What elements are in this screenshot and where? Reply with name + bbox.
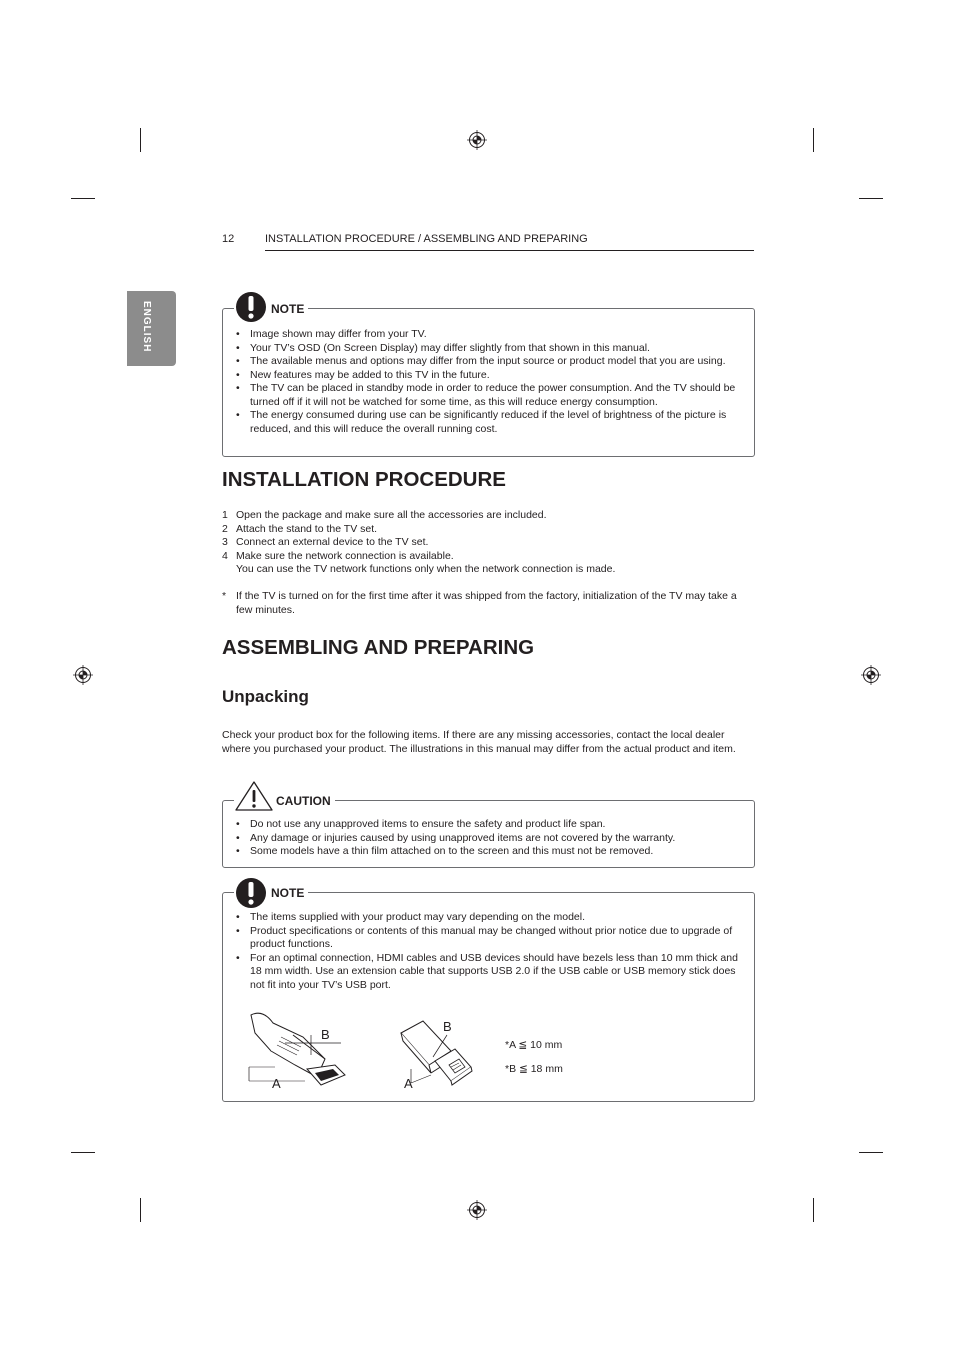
note-exclamation-icon (234, 876, 270, 910)
step-number: 1 (222, 509, 228, 521)
list-item: • For an optimal connection, HDMI cables and USB devices should have bezels less than 10 mm thick and 18 mm width. Use an extension cable that supports USB 2.0 if the USB cable or USB memory stick does not fit into your TV’s USB port. (236, 952, 742, 993)
language-tab (127, 291, 176, 366)
step-text: Open the package and make sure all the accessories are included. (236, 509, 547, 521)
footnote-item (222, 590, 752, 617)
note-label: NOTE (267, 886, 308, 900)
step-number: 3 (222, 536, 228, 548)
crop-mark (71, 1152, 95, 1153)
running-header: INSTALLATION PROCEDURE / ASSEMBLING AND PREPARING (265, 233, 588, 245)
footnote-text: If the TV is turned on for the first time after it was shipped from the factory, initialization of the TV may take a few minutes. (236, 590, 737, 616)
list-item: • The items supplied with your product may vary depending on the model. (236, 911, 742, 925)
dimension-spec-a: *A ≦ 10 mm (505, 1039, 563, 1051)
note-box (222, 892, 755, 1102)
registration-mark-icon (467, 1200, 487, 1220)
list-item: • Do not use any unapproved items to ensure the safety and product life span. (236, 818, 742, 832)
crop-mark (813, 128, 814, 152)
registration-mark-icon (73, 665, 93, 685)
registration-mark-icon (467, 130, 487, 150)
crop-mark (859, 198, 883, 199)
list-item: • Product specifications or contents of this manual may be changed without prior notice due to upgrade of product functions. (236, 925, 742, 952)
step-subtext: You can use the TV network functions only when the network connection is made. (236, 563, 616, 575)
list-item: • New features may be added to this TV in the future. (236, 369, 742, 383)
page-number: 12 (222, 233, 235, 245)
crop-mark (813, 1198, 814, 1222)
step-text: Attach the stand to the TV set. (236, 522, 378, 535)
subsection-title-unpacking: Unpacking (222, 687, 309, 706)
unpacking-intro: Check your product box for the following items. If there are any missing accessories, contact the local dealer where you purchased your product. The illustrations in this manual may differ from the actual product and item. (222, 729, 736, 755)
header-rule (265, 250, 754, 251)
list-item: • Your TV’s OSD (On Screen Display) may differ slightly from that shown in this manual. (236, 342, 742, 356)
dimension-label-b: B (443, 1019, 452, 1034)
list-item: • Some models have a thin film attached on to the screen and this must not be removed. (236, 845, 742, 859)
list-item (222, 536, 752, 550)
list-item: • The energy consumed during use can be significantly reduced if the level of brightness of the picture is reduced, and this will reduce the overall running cost. (236, 409, 742, 436)
registration-mark-icon (861, 665, 881, 685)
note-box (222, 308, 755, 457)
installation-steps (222, 509, 752, 577)
dimension-label-a: A (404, 1076, 413, 1091)
installation-footnote (222, 590, 752, 617)
note-list (236, 328, 742, 436)
list-item: • The TV can be placed in standby mode in order to reduce the power consumption. And the TV should be turned off if it will not be watched for some time, as this will reduce energy consumption. (236, 382, 742, 409)
caution-label: CAUTION (272, 794, 335, 808)
dimension-label-b: B (321, 1027, 330, 1042)
list-item (222, 509, 752, 523)
caution-list (236, 818, 742, 859)
crop-mark (140, 1198, 141, 1222)
crop-mark (71, 198, 95, 199)
step-text: Make sure the network connection is available. (236, 549, 454, 562)
hdmi-cable-illustration (245, 1007, 363, 1093)
list-item (222, 550, 752, 577)
section-title-installation: INSTALLATION PROCEDURE (222, 468, 506, 491)
language-tab-label: ENGLISH (141, 301, 152, 353)
list-item (222, 523, 752, 537)
caution-box (222, 800, 755, 868)
crop-mark (859, 1152, 883, 1153)
dimension-spec-b: *B ≦ 18 mm (505, 1063, 563, 1075)
caution-triangle-icon (234, 780, 274, 812)
step-number: 4 (222, 549, 228, 562)
note-list (236, 911, 742, 992)
footnote-mark: * (222, 590, 227, 602)
section-title-assembling: ASSEMBLING AND PREPARING (222, 636, 535, 659)
list-item: • Image shown may differ from your TV. (236, 328, 742, 342)
dimension-label-a: A (272, 1076, 281, 1091)
list-item: • Any damage or injuries caused by using unapproved items are not covered by the warranty. (236, 832, 742, 846)
step-number: 2 (222, 522, 228, 535)
list-item: • The available menus and options may differ from the input source or product model that you are using. (236, 355, 742, 369)
crop-mark (140, 128, 141, 152)
step-text: Connect an external device to the TV set. (236, 536, 429, 548)
note-label: NOTE (267, 302, 308, 316)
note-exclamation-icon (234, 290, 270, 324)
